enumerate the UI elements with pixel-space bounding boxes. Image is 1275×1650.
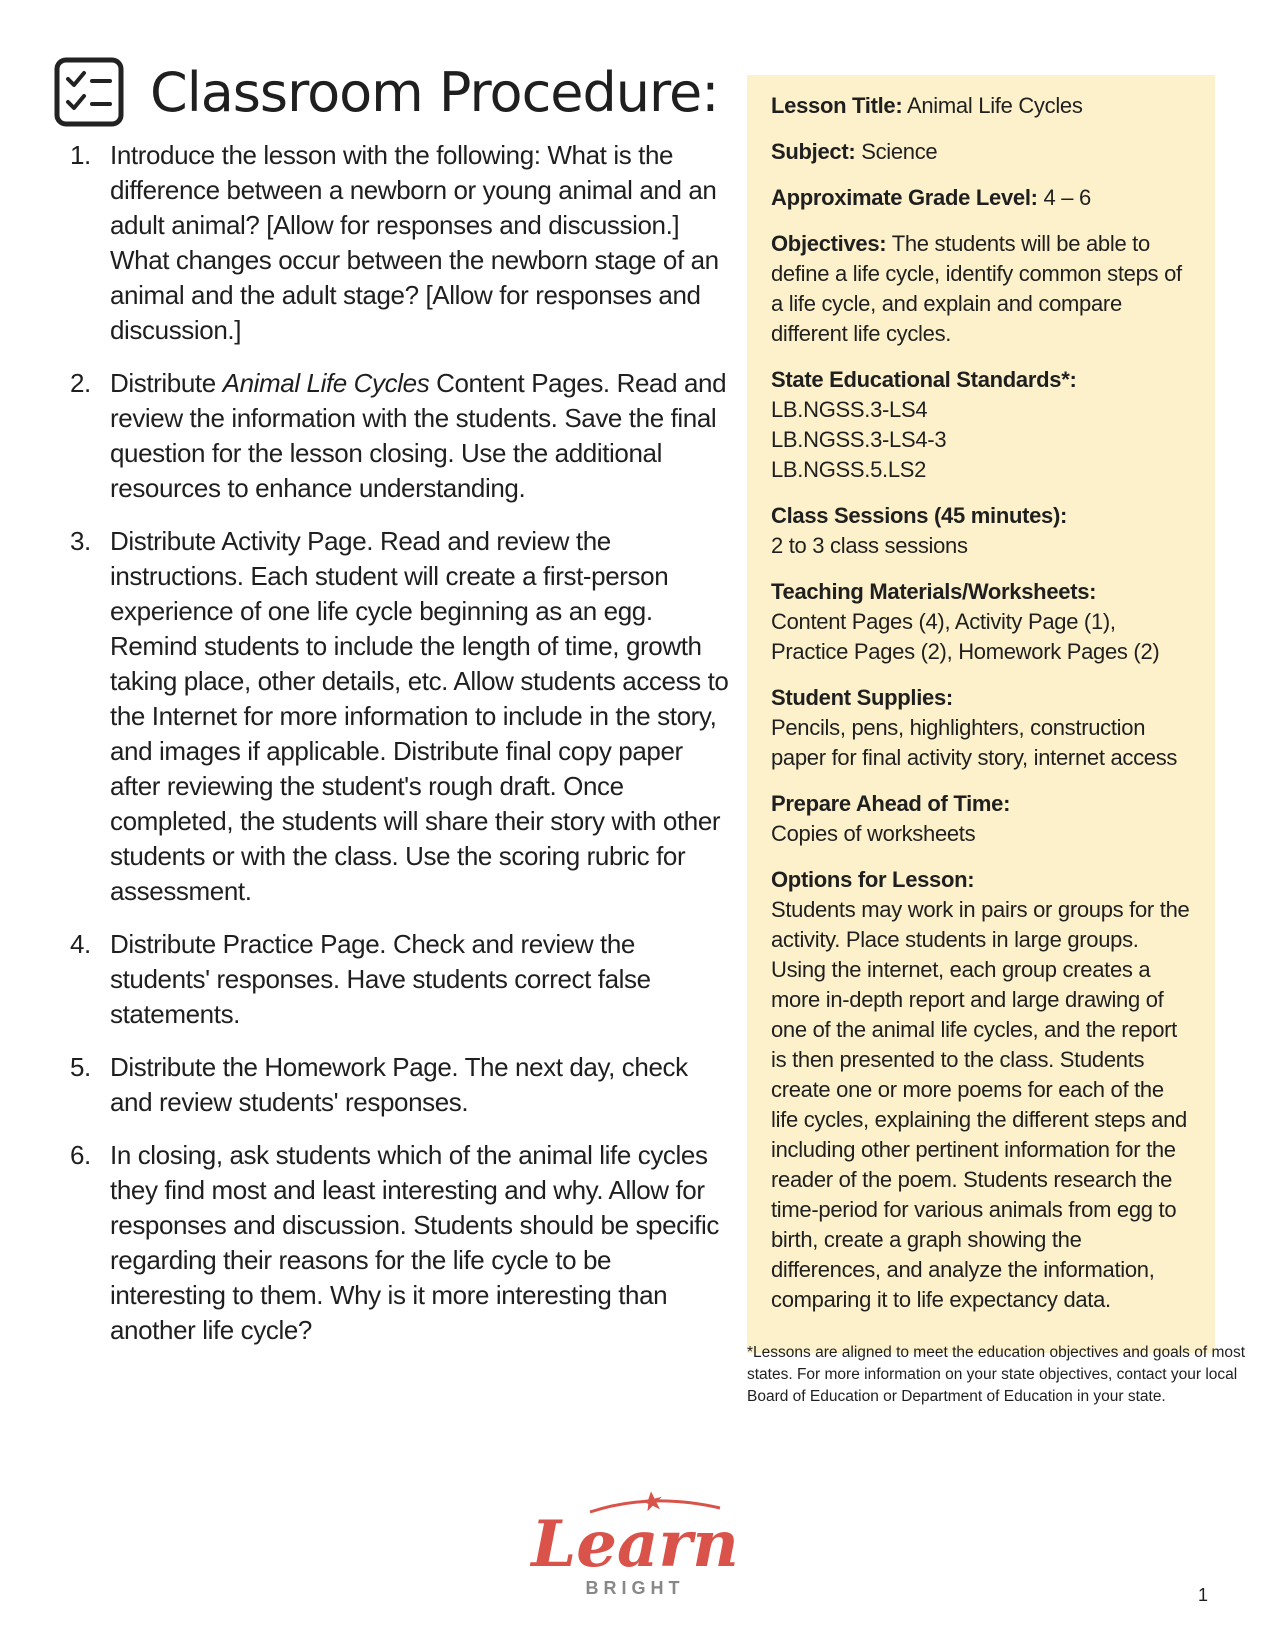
step-number: 1.	[70, 140, 91, 170]
class-sessions-field: Class Sessions (45 minutes): 2 to 3 class sessions	[771, 503, 1068, 558]
logo-sub: BRIGHT	[585, 1578, 685, 1598]
logo-word: Learn	[531, 1507, 739, 1582]
page-header	[54, 52, 718, 132]
subject-field: Subject: Science	[771, 139, 938, 164]
step-text: In closing, ask students which of the animal life cycles they find most and least interesting and why. Allow for responses and discussion. Students should be specific regarding their reasons for the life cycle to be interesting to them. Why is it more interesting than another life cycle?	[110, 1140, 719, 1345]
step-text: Distribute Animal Life Cycles Content Pages. Read and review the information with the students. Save the final question for the lesson closing. Use the additional resources to enhance understanding.	[110, 368, 727, 503]
prepare-ahead-field: Prepare Ahead of Time: Copies of worksheets	[771, 791, 1011, 846]
step-number: 4.	[70, 929, 91, 959]
procedure-steps	[70, 138, 730, 1366]
step-text: Distribute Activity Page. Read and review the instructions. Each student will create a first-person experience of one life cycle beginning as an egg. Remind students to include the length of time, growth taking place, other details, etc. Allow students access to the Internet for more information to include in the story, and images if applicable. Distribute final copy paper after reviewing the student's rough draft. Once completed, the students will share their story with other students or with the class. Use the scoring rubric for assessment.	[110, 526, 729, 906]
teaching-materials-field: Teaching Materials/Worksheets: Content Pages (4), Activity Page (1), Practice Pages (2), Homework Pages (2)	[771, 579, 1160, 664]
standards-footnote: *Lessons are aligned to meet the education objectives and goals of most states. For more information on your state objectives, contact your local Board of Education or Department of Education in your state.	[747, 1344, 1246, 1405]
procedure-step-6	[70, 1138, 730, 1348]
lesson-info-sidebar	[747, 75, 1215, 1353]
step-text: Distribute the Homework Page. The next day, check and review students' responses.	[110, 1052, 688, 1117]
procedure-step-4	[70, 927, 730, 1032]
step-text: Distribute Practice Page. Check and review the students' responses. Have students correct false statements.	[110, 929, 651, 1029]
page-title: Classroom Procedure:	[150, 60, 719, 124]
step-text: Introduce the lesson with the following: What is the difference between a newborn or young animal and an adult animal? [Allow for responses and discussion.] What changes occur between the newborn stage of an animal and the adult stage? [Allow for responses and discussion.]	[110, 140, 719, 345]
procedure-step-1	[70, 138, 730, 348]
objectives-field: Objectives: The students will be able to define a life cycle, identify common steps of a life cycle, and explain and compare different life cycles.	[771, 231, 1182, 346]
standard-item: LB.NGSS.3-LS4	[771, 397, 928, 422]
lesson-title-field: Lesson Title: Animal Life Cycles	[771, 93, 1083, 118]
learn-bright-logo	[530, 1490, 740, 1600]
checklist-icon	[54, 57, 124, 127]
standards-field: State Educational Standards*: LB.NGSS.3-LS4 LB.NGSS.3-LS4-3 LB.NGSS.5.LS2	[771, 367, 1077, 482]
page-number: 1	[1198, 1585, 1209, 1605]
step-number: 3.	[70, 526, 91, 556]
procedure-step-3	[70, 524, 730, 909]
step-number: 5.	[70, 1052, 91, 1082]
student-supplies-field: Student Supplies: Pencils, pens, highlighters, construction paper for final activity story, internet access	[771, 685, 1178, 770]
grade-level-field: Approximate Grade Level: 4 – 6	[771, 185, 1091, 210]
step-number: 2.	[70, 368, 91, 398]
procedure-step-5	[70, 1050, 730, 1120]
lesson-name-italic: Animal Life Cycles	[222, 368, 430, 398]
procedure-step-2	[70, 366, 730, 506]
standard-item: LB.NGSS.3-LS4-3	[771, 427, 947, 452]
standard-item: LB.NGSS.5.LS2	[771, 457, 927, 482]
lesson-options-field: Options for Lesson: Students may work in pairs or groups for the activity. Place students in large groups. Using the internet, each group creates a more in-depth report and large drawing of one of the animal life cycles, and the report is then presented to the class. Students create one or more poems for each of the life cycles, explaining the different steps and including other pertinent information for the reader of the poem. Students research the time-period for various animals from egg to birth, create a graph showing the differences, and analyze the information, comparing it to life expectancy data.	[771, 867, 1190, 1312]
step-number: 6.	[70, 1140, 91, 1170]
